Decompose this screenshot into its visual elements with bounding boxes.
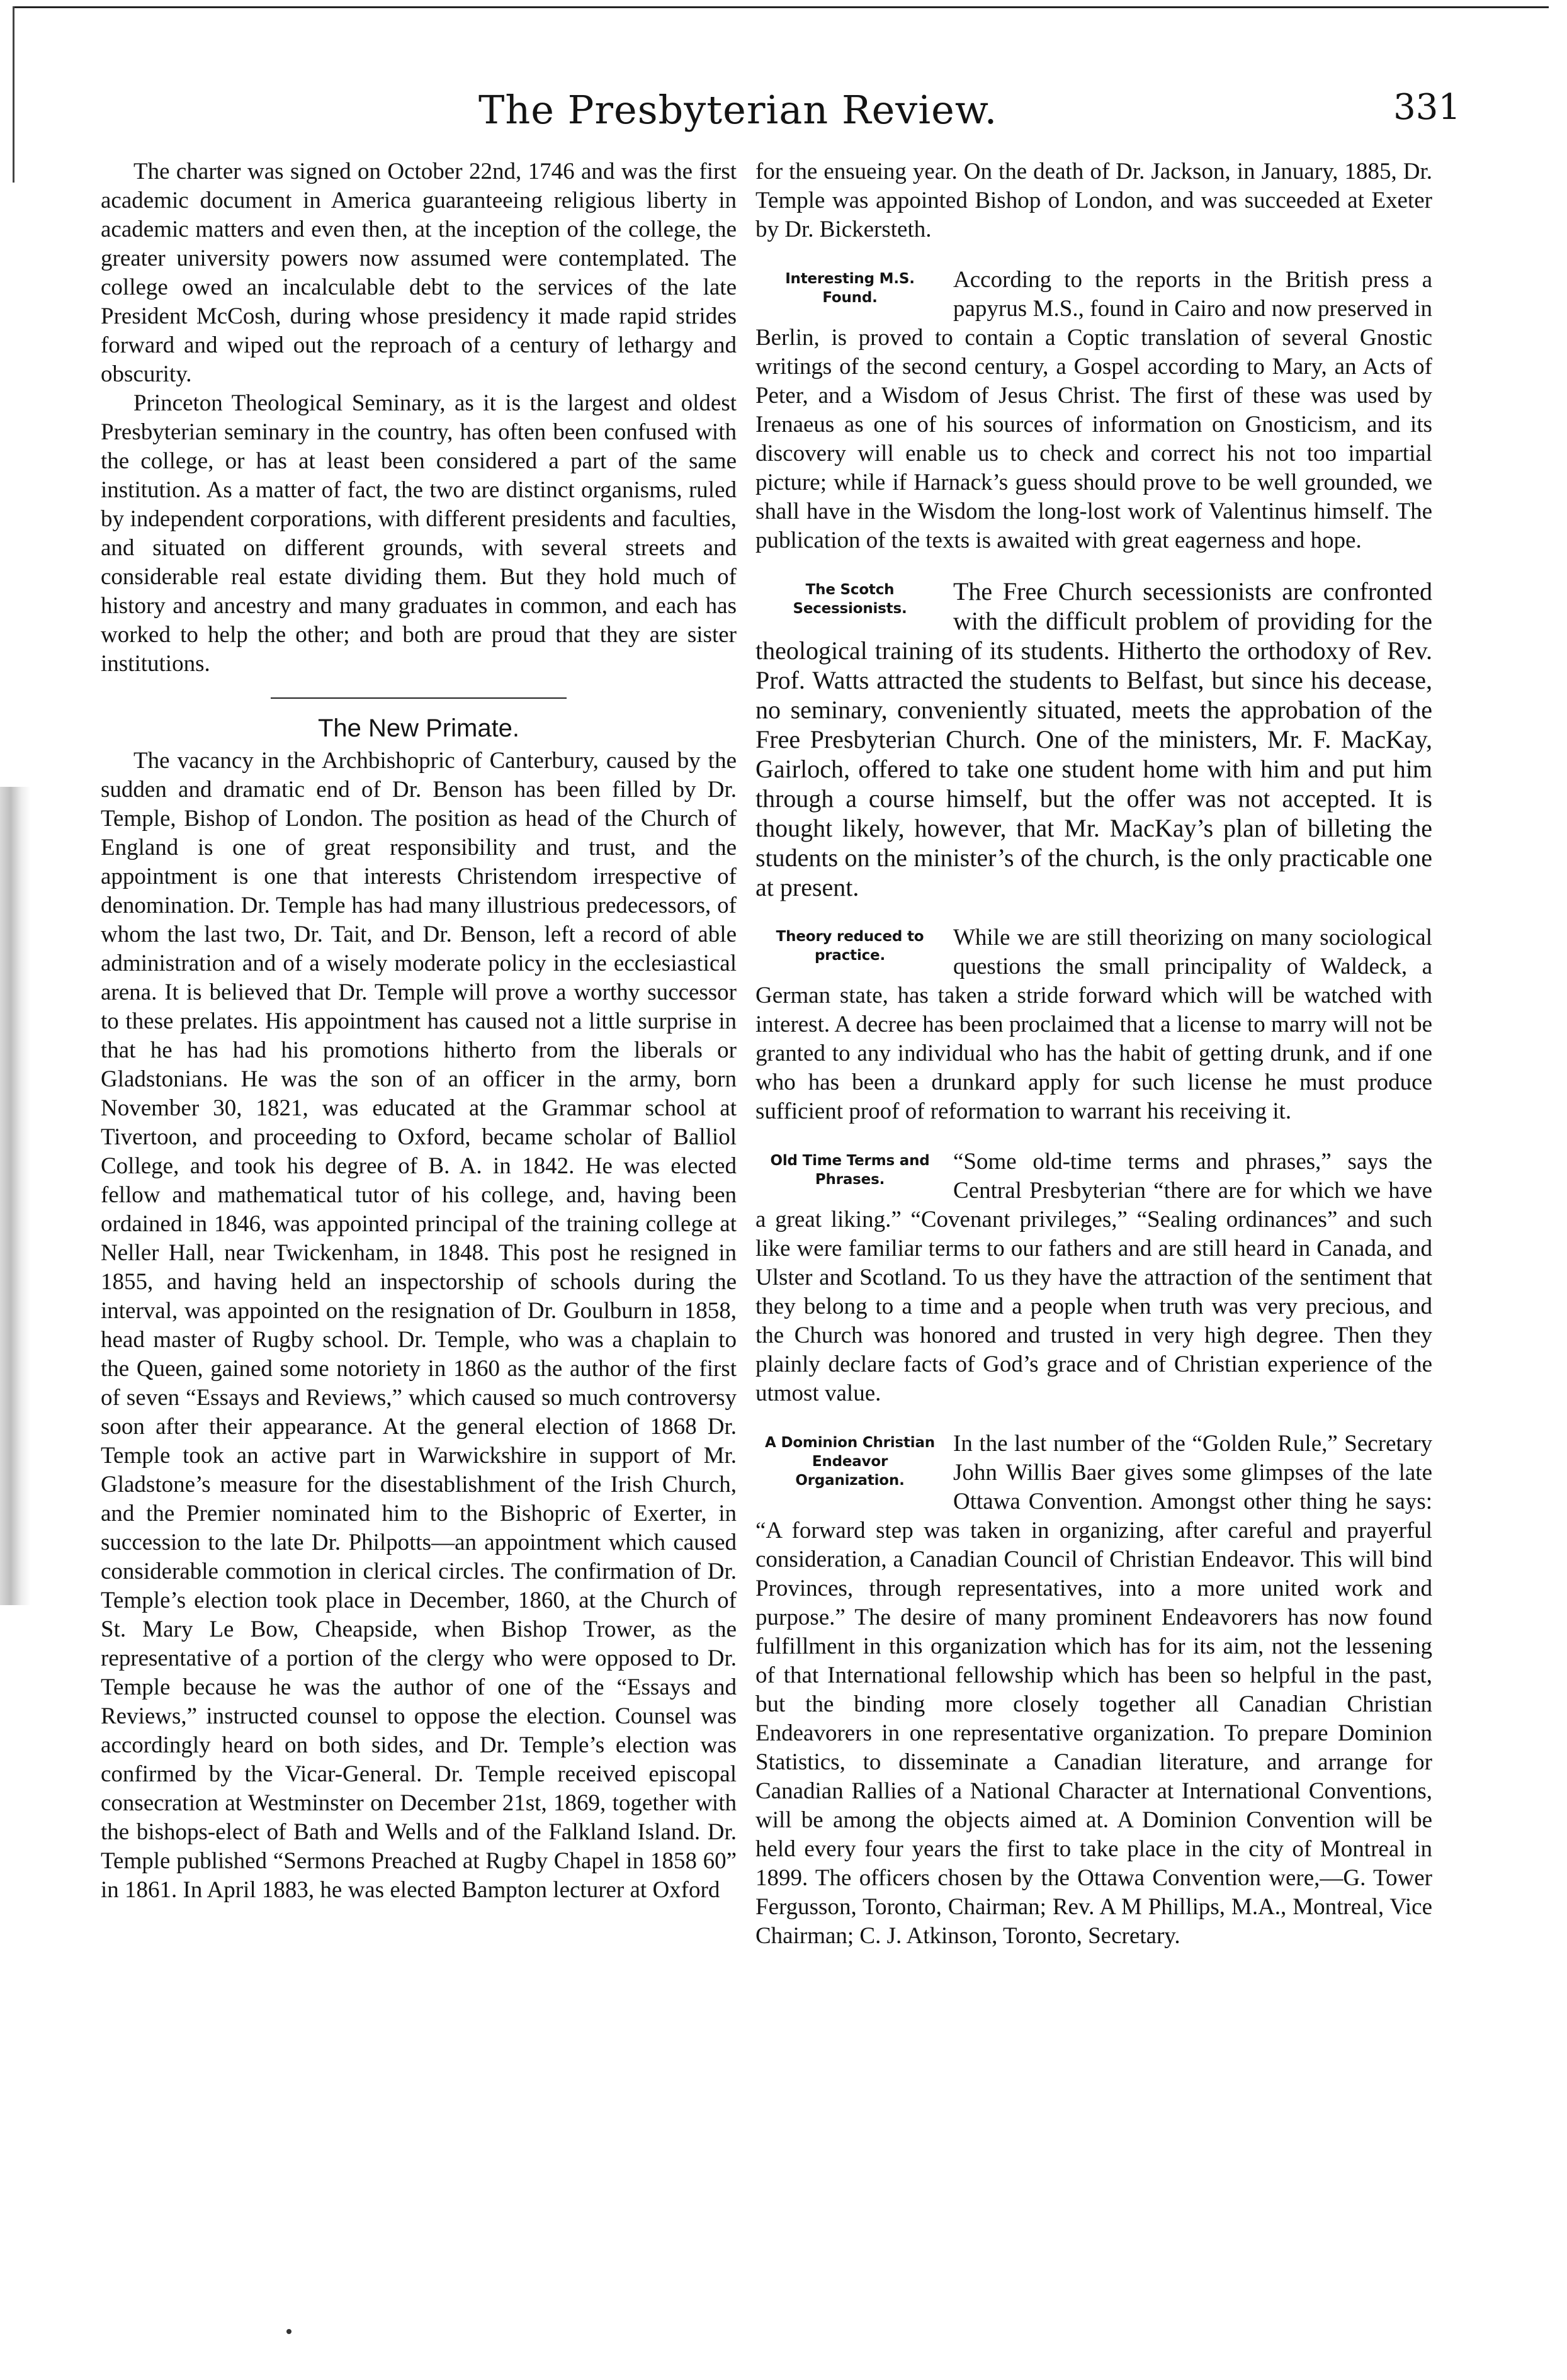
sidenote-label: A Dominion Christian Endeavor Organization. <box>765 1435 935 1489</box>
news-item-dominion-christian-endeavor <box>755 1430 1432 1951</box>
sidenote-label: The Scotch Secessionists. <box>793 582 907 617</box>
top-border-rule <box>13 6 1549 8</box>
sidenote-label: Old Time Terms and Phrases. <box>770 1153 930 1188</box>
page-header <box>478 87 1461 137</box>
page-number: 331 <box>1393 87 1461 128</box>
news-item-text: While we are still theorizing on many sociological questions the small principality of Waldeck, a German state, has taken a stride forward which will be watched with interest. A decree has been proclaimed that a license to marry will not be granted to any individual who has the habit of getting drunk, and if one who has been a drunkard apply for such license he must produce sufficient proof of reformation to warrant his receiving it. <box>755 925 1432 1124</box>
running-title: The Presbyterian Review. <box>478 87 998 133</box>
right-column <box>755 157 1432 1951</box>
news-item-old-time-terms <box>755 1148 1432 1408</box>
section-title-new-primate: The New Primate. <box>317 714 520 742</box>
seminary-paragraph: Princeton Theological Seminary, as it is the largest and oldest Presbyterian seminary in the country, has often been confused with the college, or has at least been considered a part of the same institution. As a matter of fact, the two are distinct organisms, ruled by independent corporations, with different presidents and faculties, and situated on different grounds, with several streets and considerable real estate dividing them. But they hold much of history and ancestry and many graduates in common, and each has worked to help the other; and both are proud that they are sister institutions. <box>101 390 737 677</box>
news-item-text: According to the reports in the British press a papyrus M.S., found in Cairo and now preserved in Berlin, is proved to contain a Coptic translation of several Gnostic writings of the second century, a Gospel according to Mary, an Acts of Peter, and a Wisdom of Jesus Christ. The first of these was used by Irenaeus as one of his sources of information on Gnosticism, and its discovery will enable us to check and correct his not too impartial picture; while if Harnack’s guess should prove to be well grounded, we shall have in the Wisdom the long-lost work of Valentinus himself. The publication of the texts is awaited with great eagerness and hope. <box>755 267 1432 553</box>
new-primate-paragraph: The vacancy in the Archbishopric of Canterbury, caused by the sudden and dramatic end of Dr. Benson has been filled by Dr. Temple, Bishop of London. The position as head of the Church of England is one of great responsibility and trust, and the appointment is one that interests Christendom irrespective of denomination. Dr. Temple has had many illustrious predecessors, of whom the last two, Dr. Tait, and Dr. Benson, left a record of able administration and of a wisely moderate policy in the ecclesiastical arena. It is believed that Dr. Temple will prove a worthy successor to these prelates. His appointment has caused not a little surprise in that he has had his promotions hitherto from the liberals or Gladstonians. He was the son of an officer in the army, born November 30, 1821, was educated at the Grammar school at Tivertoon, and proceeding to Oxford, became scholar of Balliol College, and took his degree of B. A. in 1842. He was elected fellow and mathematical tutor of his college, and, having been ordained in 1846, was appointed principal of the training college at Neller Hall, near Twickenham, in 1848. This post he resigned in 1855, and having held an inspectorship of schools during the interval, was appointed on the resignation of Dr. Goulburn in 1858, head master of Rugby school. Dr. Temple, who was a chaplain to the Queen, gained some notoriety in 1860 as the author of the first of seven “Essays and Reviews,” which caused so much controversy soon after their appearance. At the general election of 1868 Dr. Temple took an active part in Warwickshire in support of Mr. Gladstone’s measure for the disestablishment of the Irish Church, and the Premier nominated him to the Bishopric of Exerter, in succession to the late Dr. Philpotts—an appointment which caused considerable commotion in clerical circles. The confirmation of Dr. Temple’s election took place in December, 1860, at the Church of St. Mary Le Bow, Cheapside, when Bishop Trower, as the representative of a portion of the clergy who were opposed to Dr. Temple because he was the author of one of the “Essays and Reviews,” instructed counsel to oppose the election. Counsel was accordingly heard on both sides, and Dr. Temple’s election was confirmed by the Vicar-General. Dr. Temple received episcopal consecration at Westminster on December 21st, 1869, together with the bishops-elect of Bath and Wells and of the Falkland Island. Dr. Temple published “Sermons Preached at Rugby Chapel in 1858 60” in 1861. In April 1883, he was elected Bampton lecturer at Oxford <box>101 748 737 1903</box>
continuation-paragraph: for the ensueing year. On the death of Dr. Jackson, in January, 1885, Dr. Temple was appointed Bishop of London, and was succeeded at Exeter by Dr. Bickersteth. <box>755 159 1432 242</box>
news-item-theory-reduced <box>755 923 1432 1126</box>
section-divider <box>271 697 567 699</box>
sidenote-label: Theory reduced to practice. <box>776 928 924 964</box>
news-item-interesting-ms <box>755 266 1432 555</box>
sidenote-label: Interesting M.S. Found. <box>785 271 915 306</box>
ink-dot <box>286 2329 291 2334</box>
news-item-scotch-secessionists <box>755 577 1432 902</box>
news-item-text: “Some old-time terms and phrases,” says the Central Presbyterian “there are for which we have a great liking.” “Covenant privileges,” “Sealing ordinances” and such like were familiar terms to our fathers and are still heard in Canada, and Ulster and Scotland. To us they have the attraction of the sentiment that they belong to a time and a people when truth was very precious, and the Church was honored and trusted in very high degree. Then they plainly declare facts of God’s grace and of Christian experience of the utmost value. <box>755 1149 1432 1406</box>
scan-edge-shadow <box>0 787 30 1605</box>
left-border-rule <box>13 6 14 183</box>
news-item-text: The Free Church secessionists are confronted with the difficult problem of providing for the theological training of its students. Hitherto the orthodoxy of Rev. Prof. Watts attracted the students to Belfast, but since his decease, no seminary, conveniently situated, meets the approbation of the Free Presbyterian Church. One of the ministers, Mr. F. MacKay, Gairloch, offered to take one student home with him and put him through a course himself, but the offer was not accepted. It is thought likely, however, that Mr. MacKay’s plan of billeting the students on the minister’s of the church, is the only practicable one at present. <box>755 577 1432 901</box>
left-column <box>101 157 737 1905</box>
charter-paragraph: The charter was signed on October 22nd, 1746 and was the first academic document in America guaranteeing religious liberty in academic matters and even then, at the inception of the college, the greater university powers now assumed were contemplated. The college owed an incalculable debt to the services of the late President McCosh, during whose presidency it made rapid strides forward and wiped out the reproach of a century of lethargy and obscurity. <box>101 159 737 387</box>
news-item-text: In the last number of the “Golden Rule,” Secretary John Willis Baer gives some glimpses of the late Ottawa Convention. Amongst other thing he says: “A forward step was taken in organizing, after careful and prayerful consideration, a Canadian Council of Christian Endeavor. This will bind Provinces, through representatives, into a more united work and purpose.” The desire of many prominent Endeavorers has now found fulfillment in this organization which has for its aim, not the lessening of that International fellowship which has been so helpful in the past, but the binding more closely together all Canadian Christian Endeavorers in one representative organization. To prepare Dominion Statistics, to disseminate a Canadian literature, and arrange for Canadian Rallies of a National Character at International Conventions, will be among the objects aimed at. A Dominion Convention will be held every four years the first to take place in the city of Montreal in 1899. The officers chosen by the Ottawa Convention were,—G. Tower Fergusson, Toronto, Chairman; Rev. A M Phillips, M.A., Montreal, Vice Chairman; C. J. Atkinson, Toronto, Secretary. <box>755 1431 1432 1949</box>
